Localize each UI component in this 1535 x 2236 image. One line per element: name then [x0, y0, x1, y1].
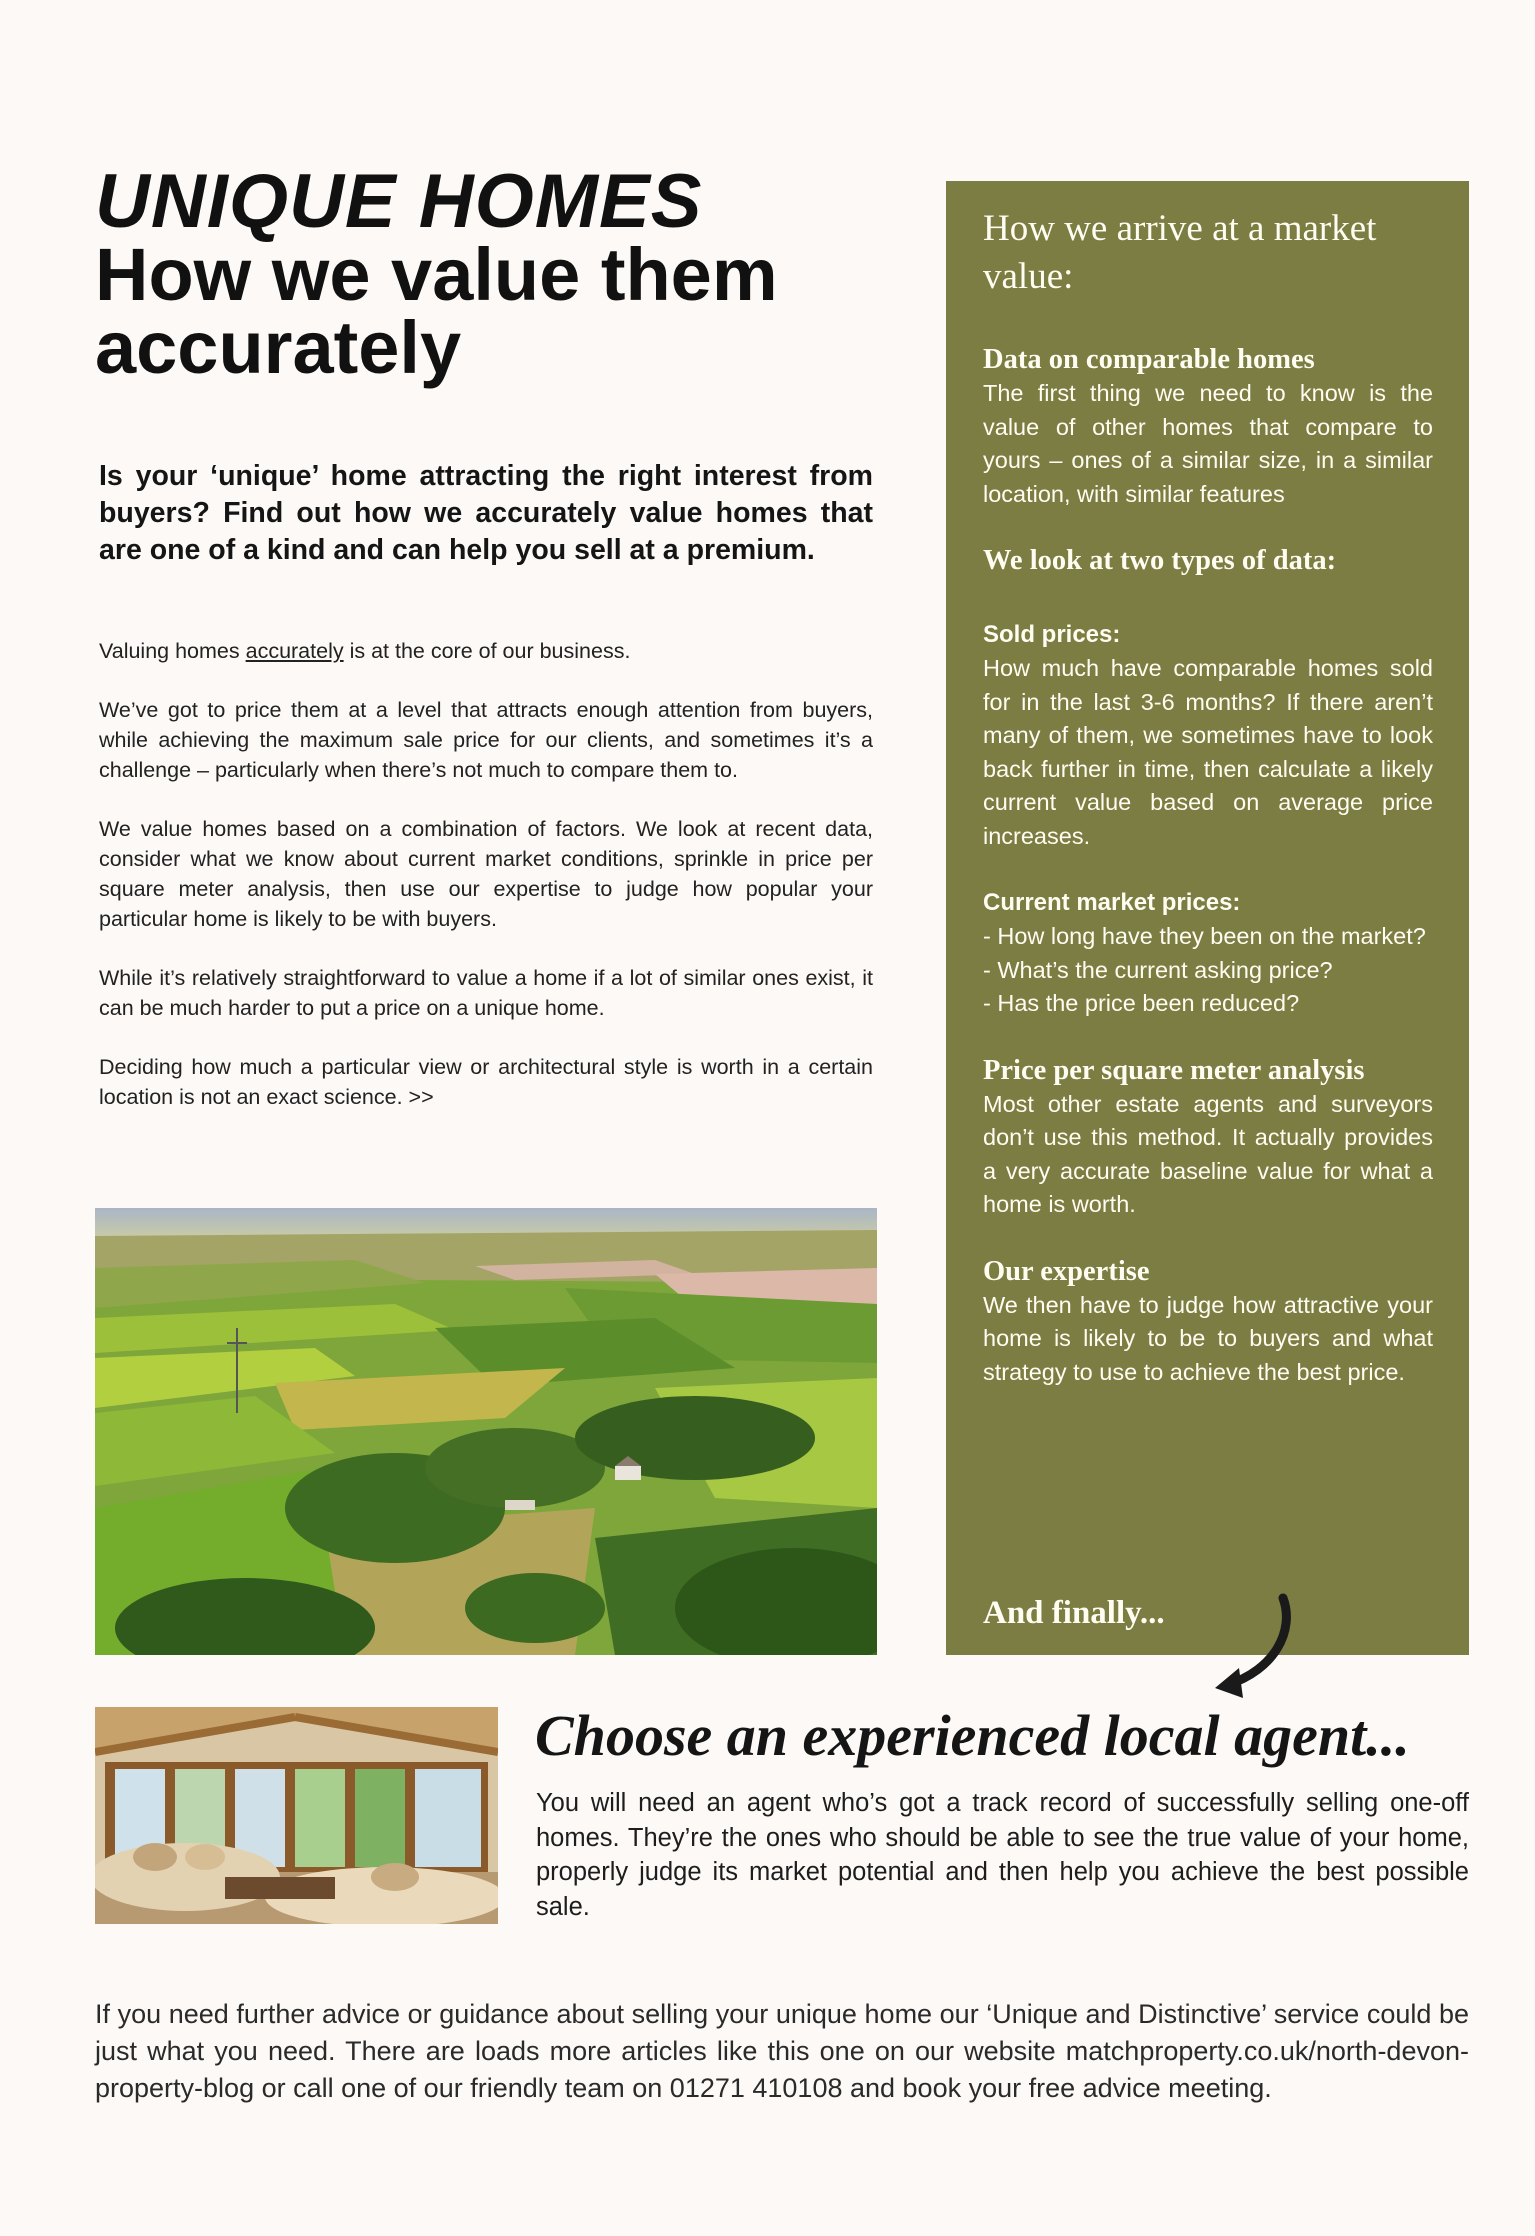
- choose-agent-text: You will need an agent who’s got a track record of successfully selling one-off homes. They’re the ones who should be able to see the true value of your home, properly judge its market potential and then help you achieve the best possible sale.: [536, 1789, 1469, 1921]
- current-list: [983, 920, 1433, 1021]
- interior-living-room-photo: [95, 1707, 498, 1924]
- ppsm-section: [983, 1054, 1433, 1222]
- countryside-aerial-photo: [95, 1208, 877, 1655]
- choose-agent-heading: Choose an experienced local agent...: [535, 1703, 1410, 1768]
- body-paragraph-1: [99, 636, 873, 666]
- and-finally-label: And finally...: [983, 1595, 1165, 1631]
- body-text: is at the core of our business.: [343, 639, 631, 663]
- comparable-text: The first thing we need to know is the value of other homes that compare to yours – ones of a similar size, in a similar location, with similar features: [983, 380, 1433, 507]
- sold-text: How much have comparable homes sold for in the last 3-6 months? If there aren’t many of them, we sometimes have to look back further in time, then calculate a likely current value based on average price increases.: [983, 655, 1433, 849]
- ppsm-text: Most other estate agents and surveyors don’t use this method. It actually provides a very accurate baseline value for what a home is worth.: [983, 1090, 1433, 1217]
- footer-paragraph: If you need further advice or guidance about selling your unique home our ‘Unique and Distinctive’ service could be just what you need. There are loads more articles like this one on our website matchproperty.co.uk/north-devon-property-blog or call one of our friendly team on 01271 410108 and book your free advice meeting.: [95, 1999, 1469, 2103]
- expertise-section: [983, 1255, 1433, 1390]
- body-paragraph-5: Deciding how much a particular view or architectural style is worth in a certain location is not an exact science. >>: [99, 1055, 873, 1109]
- body-underlined-text: accurately: [245, 639, 344, 663]
- body-paragraph-2: We’ve got to price them at a level that attracts enough attention from buyers, while achieving the maximum sale price for our clients, and sometimes it’s a challenge – particularly when there’s not much to compare them to.: [99, 698, 873, 782]
- expertise-heading: Our expertise: [983, 1255, 1150, 1287]
- curved-arrow-icon: [1205, 1590, 1305, 1705]
- title-line-3: accurately: [95, 305, 462, 389]
- article-body: [99, 636, 873, 1141]
- list-item: - How long have they been on the market?: [983, 923, 1426, 949]
- body-paragraph-4: While it’s relatively straightforward to value a home if a lot of similar ones exist, it can be much harder to put a price on a unique home.: [99, 966, 873, 1020]
- list-item: - What’s the current asking price?: [983, 956, 1333, 983]
- list-item: - Has the price been reduced?: [983, 990, 1300, 1016]
- panel-heading: How we arrive at a market value:: [983, 208, 1377, 297]
- sold-heading: Sold prices:: [983, 621, 1121, 648]
- current-heading: Current market prices:: [983, 889, 1241, 916]
- two-types-heading: We look at two types of data:: [983, 545, 1337, 576]
- body-paragraph-3: We value homes based on a combination of factors. We look at recent data, consider what we know about current market conditions, sprinkle in price per square meter analysis, then use our expertise to judge how popular your particular home is likely to be with buyers.: [99, 817, 873, 931]
- title-line-1: UNIQUE HOMES: [95, 159, 703, 244]
- intro-paragraph: Is your ‘unique’ home attracting the right interest from buyers? Find out how we accurately value homes that are one of a kind and can help you sell at a premium.: [99, 460, 873, 566]
- title-line-2: How we value them: [95, 233, 778, 317]
- comparable-section: [983, 343, 1433, 511]
- expertise-text: We then have to judge how attractive your home is likely to be to buyers and what strategy to use to achieve the best price.: [983, 1291, 1433, 1385]
- sold-section: [983, 618, 1433, 853]
- body-text: Valuing homes: [99, 639, 246, 663]
- comparable-heading: Data on comparable homes: [983, 344, 1315, 375]
- valuation-process-panel: [946, 181, 1469, 1655]
- current-section: [983, 886, 1433, 1021]
- two-types-section: [983, 544, 1433, 578]
- page-title: [95, 159, 915, 389]
- ppsm-heading: Price per square meter analysis: [983, 1054, 1365, 1086]
